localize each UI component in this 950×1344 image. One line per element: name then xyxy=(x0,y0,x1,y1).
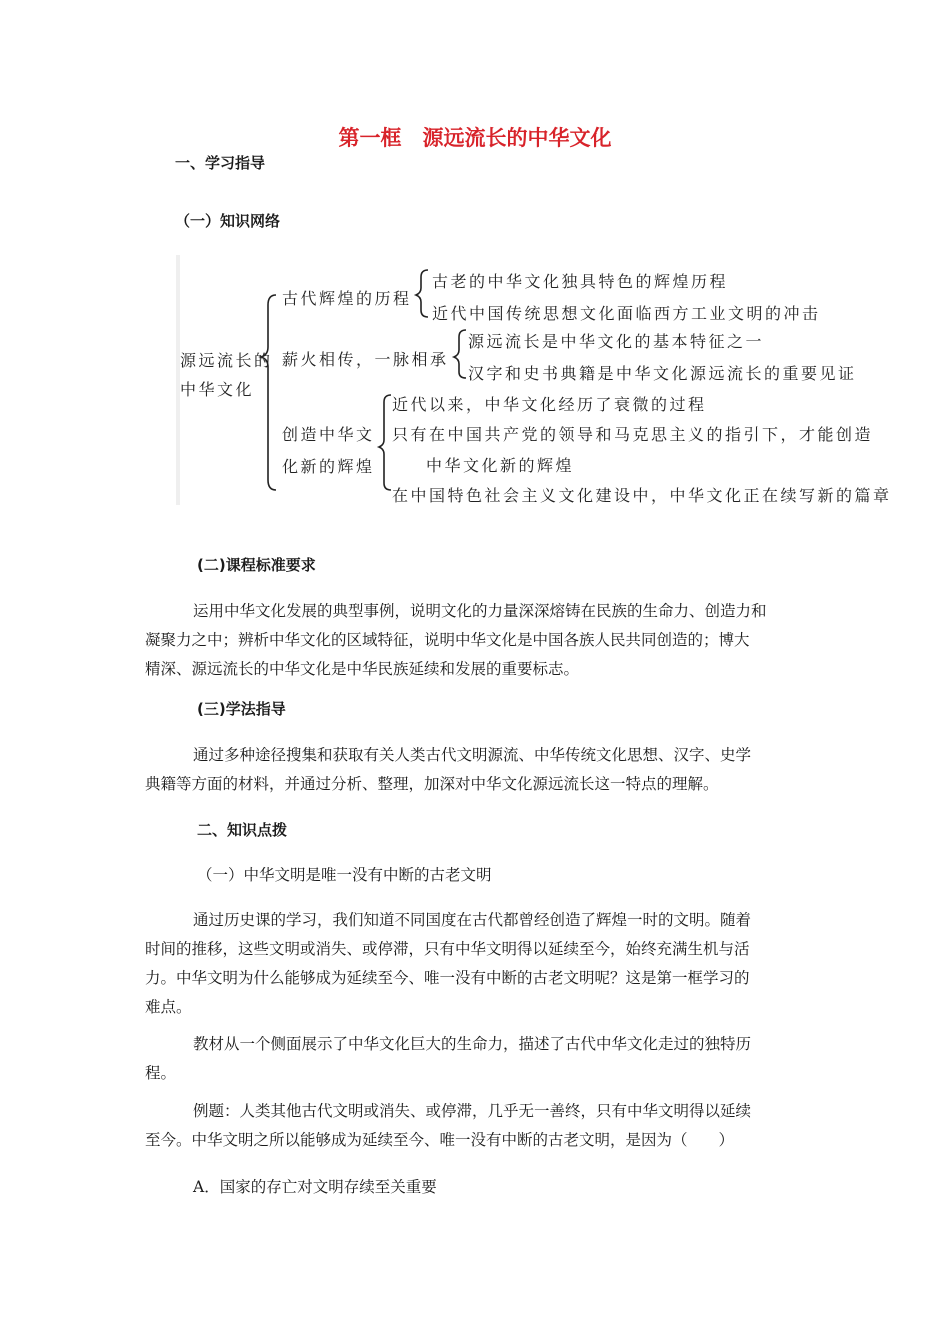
option-a: A．国家的存亡对文明存续至关重要 xyxy=(193,1178,437,1196)
paragraph-history xyxy=(145,906,805,1022)
text-line: 例题：人类其他古代文明或消失、或停滞，几乎无一善终，只有中华文明得以延续 xyxy=(193,1102,752,1120)
text-line: 通过多种途径搜集和获取有关人类古代文明源流、中华传统文化思想、汉字、史学 xyxy=(193,746,752,764)
text-line: 力。中华文明为什么能够成为延续至今、唯一没有中断的古老文明呢？这是第一框学习的 xyxy=(145,969,750,987)
page-title: 第一框 源远流长的中华文化 xyxy=(338,126,612,150)
branch1-item1: 古老的中华文化独具特色的辉煌历程 xyxy=(432,272,729,291)
root-label-line1: 源远流长的 xyxy=(180,351,273,370)
branch3-item3: 中华文化新的辉煌 xyxy=(426,456,575,475)
section-heading-key-points: 二、知识点拨 xyxy=(197,821,288,839)
subheading-curriculum-standard: (二)课程标准要求 xyxy=(197,556,316,574)
branch1-item2: 近代中国传统思想文化面临西方工业文明的冲击 xyxy=(432,304,821,323)
branch3-item1: 近代以来，中华文化经历了衰微的过程 xyxy=(392,395,707,414)
text-line: 教材从一个侧面展示了中华文化巨大的生命力，描述了古代中华文化走过的独特历 xyxy=(193,1035,752,1053)
subheading-study-method: (三)学法指导 xyxy=(197,700,286,718)
paragraph-textbook xyxy=(145,1030,805,1088)
text-line: 时间的推移，这些文明或消失、或停滞，只有中华文明得以延续至今，始终充满生机与活 xyxy=(145,940,750,958)
study-method-text xyxy=(145,741,805,799)
subheading-unbroken-civilization: （一）中华文明是唯一没有中断的古老文明 xyxy=(197,866,492,884)
branch-new-glory-line1: 创造中华文 xyxy=(282,425,375,444)
text-line: 运用中华文化发展的典型事例，说明文化的力量深深熔铸在民族的生命力、创造力和 xyxy=(193,602,767,620)
paragraph-example-question xyxy=(145,1097,805,1155)
text-line: 难点。 xyxy=(145,998,192,1016)
branch-new-glory-line2: 化新的辉煌 xyxy=(282,457,375,476)
text-line: 通过历史课的学习，我们知道不同国度在古代都曾经创造了辉煌一时的文明。随着 xyxy=(193,911,752,929)
branch-ancient-glory: 古代辉煌的历程 xyxy=(282,289,412,308)
text-line: 凝聚力之中；辨析中华文化的区域特征，说明中华文化是中国各族人民共同创造的；博大 xyxy=(145,631,750,649)
text-line: 典籍等方面的材料，并通过分析、整理，加深对中华文化源远流长这一特点的理解。 xyxy=(145,775,719,793)
curriculum-standard-text xyxy=(145,597,805,684)
knowledge-network-diagram xyxy=(176,255,896,510)
branch2-item2: 汉字和史书典籍是中华文化源远流长的重要见证 xyxy=(468,364,857,383)
branch3-item2: 只有在中国共产党的领导和马克思主义的指引下，才能创造 xyxy=(392,425,874,444)
branch3-item4: 在中国特色社会主义文化建设中，中华文化正在续写新的篇章 xyxy=(392,486,892,505)
subheading-knowledge-network: （一）知识网络 xyxy=(175,212,281,230)
branch2-item1: 源远流长是中华文化的基本特征之一 xyxy=(468,332,765,351)
branch-passing-on: 薪火相传，一脉相承 xyxy=(282,350,449,369)
text-line: 精深、源远流长的中华文化是中华民族延续和发展的重要标志。 xyxy=(145,660,580,678)
text-line: 至今。中华文明之所以能够成为延续至今、唯一没有中断的古老文明，是因为（ ） xyxy=(145,1131,735,1149)
section-heading-study-guide: 一、学习指导 xyxy=(175,154,266,172)
root-label-line2: 中华文化 xyxy=(180,380,255,399)
text-line: 程。 xyxy=(145,1064,177,1082)
